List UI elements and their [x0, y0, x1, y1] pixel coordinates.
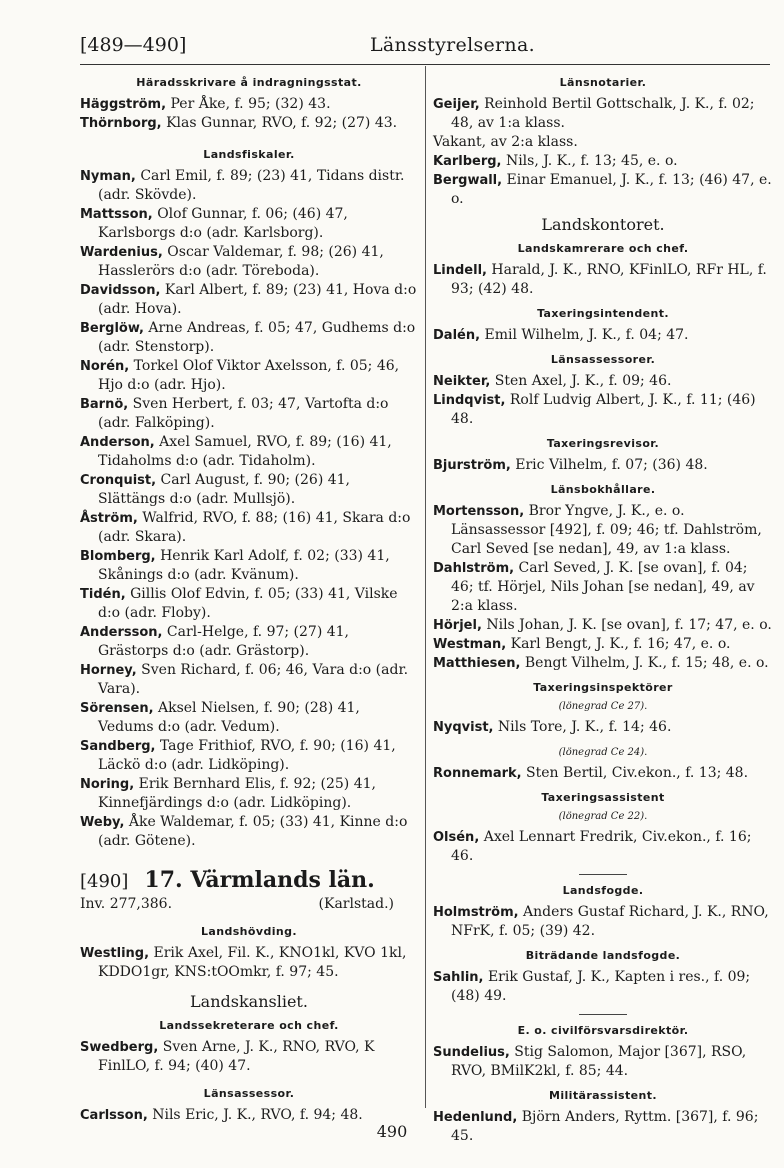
- entry-surname: Mattsson,: [80, 207, 153, 222]
- entry-group: [433, 1043, 773, 1081]
- entry-surname: Wardenius,: [80, 245, 163, 260]
- entry-details: Karl Bengt, J. K., f. 16; 47, e. o.: [506, 636, 731, 652]
- entry-surname: Horney,: [80, 663, 137, 678]
- entry-details: Vakant, av 2:a klass.: [433, 134, 578, 150]
- entry-surname: Lindell,: [433, 263, 487, 278]
- right-column: [433, 68, 773, 1146]
- directory-entry: [433, 326, 773, 345]
- entry-details: Per Åke, f. 95; (32) 43.: [166, 96, 331, 112]
- entry-details: Stig Salomon, Major [367], RSO, RVO, BMilK2kl, f. 85; 44.: [451, 1044, 747, 1079]
- entry-surname: Sandberg,: [80, 739, 156, 754]
- divider: [579, 1014, 627, 1015]
- subheading: Militärassistent.: [549, 1089, 657, 1102]
- directory-entry: [433, 372, 773, 391]
- subheading: Landsfogde.: [562, 884, 644, 897]
- subheading: Länsassessorer.: [550, 353, 656, 366]
- entry-details: Reinhold Bertil Gottschalk, J. K., f. 02; 48, av 1:a klass.: [451, 96, 755, 131]
- directory-entry: [433, 635, 773, 654]
- entry-details: Björn Anders, Ryttm. [367], f. 96; 45.: [451, 1109, 759, 1144]
- entry-details: Erik Axel, Fil. K., KNO1kl, KVO 1kl, KDDO1gr, KNS:tOOmkr, f. 97; 45.: [98, 945, 407, 980]
- entry-group: [433, 828, 773, 866]
- directory-entry: [433, 171, 773, 209]
- entry-details: Carl-Helge, f. 97; (27) 41, Grästorps d:o (adr. Grästorp).: [98, 624, 349, 659]
- entry-details: Harald, J. K., RNO, KFinlLO, RFr HL, f. 93; (42) 48.: [451, 262, 767, 297]
- entry-surname: Bjurström,: [433, 458, 511, 473]
- directory-entry: [433, 95, 773, 133]
- subheading: E. o. civilförsvarsdirektör.: [517, 1024, 689, 1037]
- directory-entry: [80, 737, 418, 775]
- directory-entry: [80, 585, 418, 623]
- header-rule: [80, 64, 770, 65]
- entry-details: Erik Bernhard Elis, f. 92; (25) 41, Kinnefjärdings d:o (adr. Lidköping).: [98, 776, 376, 811]
- county-info: [80, 895, 418, 914]
- directory-entry: [433, 1043, 773, 1081]
- entry-surname: Anderson,: [80, 435, 155, 450]
- county-title: [80, 867, 418, 893]
- entry-details: Sven Richard, f. 06; 46, Vara d:o (adr. Vara).: [98, 662, 409, 697]
- entry-details: Klas Gunnar, RVO, f. 92; (27) 43.: [161, 115, 398, 131]
- subheading: Landshövding.: [201, 925, 297, 938]
- entry-details: Sven Arne, J. K., RNO, RVO, K FinlLO, f. 94; (40) 47.: [98, 1039, 375, 1074]
- entry-details: Aksel Nielsen, f. 90; (28) 41, Vedums d:o (adr. Vedum).: [98, 700, 360, 735]
- directory-entry: [433, 559, 773, 616]
- directory-entry: [80, 95, 418, 114]
- entry-details: Bror Yngve, J. K., e. o. Länsassessor [492], f. 09; 46; tf. Dahlström, Carl Seved [se nedan], 49, av 1:a klass.: [451, 503, 762, 557]
- page-header: [80, 34, 770, 64]
- directory-entry: [80, 661, 418, 699]
- entry-surname: Neikter,: [433, 374, 491, 389]
- directory-entry: [433, 152, 773, 171]
- entry-group: [433, 718, 773, 737]
- salary-grade: (lönegrad Ce 27).: [558, 701, 648, 712]
- directory-entry: [433, 391, 773, 429]
- entry-details: Nils Eric, J. K., RVO, f. 94; 48.: [147, 1107, 363, 1123]
- directory-entry: [80, 205, 418, 243]
- directory-entry: [80, 1038, 418, 1076]
- entry-surname: Tidén,: [80, 587, 126, 602]
- entry-surname: Olsén,: [433, 830, 480, 845]
- directory-entry: [433, 903, 773, 941]
- entry-surname: Åström,: [80, 511, 138, 526]
- entry-surname: Weby,: [80, 815, 125, 830]
- entry-details: Carl August, f. 90; (26) 41, Slättängs d:o (adr. Mullsjö).: [98, 472, 351, 507]
- subheading: Häradsskrivare å indragningsstat.: [136, 76, 362, 89]
- divider: [579, 874, 627, 875]
- entry-details: Axel Lennart Fredrik, Civ.ekon., f. 16; 46.: [451, 829, 752, 864]
- subheading: Biträdande landsfogde.: [525, 949, 681, 962]
- subheading: Taxeringsassistent: [541, 791, 665, 804]
- entry-surname: Mortensson,: [433, 504, 525, 519]
- subheading: Länsbokhållare.: [550, 483, 656, 496]
- entry-group: [80, 1038, 418, 1076]
- entry-group: [80, 167, 418, 851]
- entry-group: [433, 968, 773, 1006]
- running-title: Länsstyrelserna.: [370, 34, 535, 56]
- salary-grade: (lönegrad Ce 22).: [558, 811, 648, 822]
- county-seat: (Karlstad.): [318, 896, 394, 912]
- directory-entry: [80, 547, 418, 585]
- entry-details: Carl Emil, f. 89; (23) 41, Tidans distr. (adr. Skövde).: [98, 168, 405, 203]
- entry-surname: Thörnborg,: [80, 116, 162, 131]
- entry-details: Anders Gustaf Richard, J. K., RNO, NFrK, f. 05; (39) 42.: [451, 904, 769, 939]
- entry-group: [433, 95, 773, 209]
- subheading: Landskamrerare och chef.: [517, 242, 689, 255]
- entry-surname: Sundelius,: [433, 1045, 510, 1060]
- directory-entry: [433, 133, 773, 152]
- entry-group: [433, 326, 773, 345]
- subheading: Länsnotarier.: [559, 76, 647, 89]
- entry-group: [80, 95, 418, 133]
- entry-group: [433, 456, 773, 475]
- entry-surname: Berglöw,: [80, 321, 144, 336]
- entry-group: [433, 372, 773, 429]
- entry-surname: Barnö,: [80, 397, 129, 412]
- directory-entry: [80, 944, 418, 982]
- entry-surname: Westman,: [433, 637, 507, 652]
- directory-entry: [80, 775, 418, 813]
- entry-group: [433, 903, 773, 941]
- entry-details: Henrik Karl Adolf, f. 02; (33) 41, Skånings d:o (adr. Kvänum).: [98, 548, 390, 583]
- entry-surname: Geijer,: [433, 97, 480, 112]
- entry-details: Oscar Valdemar, f. 98; (26) 41, Hasslerörs d:o (adr. Töreboda).: [98, 244, 384, 279]
- entry-details: Åke Waldemar, f. 05; (33) 41, Kinne d:o (adr. Götene).: [98, 814, 408, 849]
- page-range: [489—490]: [80, 34, 187, 56]
- subheading: Taxeringsinspektörer: [533, 681, 673, 694]
- directory-entry: [80, 509, 418, 547]
- entry-surname: Norén,: [80, 359, 130, 374]
- entry-details: Nils Tore, J. K., f. 14; 46.: [493, 719, 672, 735]
- entry-surname: Lindqvist,: [433, 393, 506, 408]
- entry-surname: Davidsson,: [80, 283, 161, 298]
- directory-entry: [80, 471, 418, 509]
- subheading: Länsassessor.: [203, 1087, 295, 1100]
- entry-surname: Blomberg,: [80, 549, 156, 564]
- entry-surname: Hedenlund,: [433, 1110, 518, 1125]
- directory-entry: [80, 813, 418, 851]
- entry-group: [433, 764, 773, 783]
- subheading: Landssekreterare och chef.: [159, 1019, 339, 1032]
- directory-entry: [80, 114, 418, 133]
- entry-surname: Nyman,: [80, 169, 136, 184]
- entry-details: Eric Vilhelm, f. 07; (36) 48.: [510, 457, 708, 473]
- entry-surname: Dalén,: [433, 328, 481, 343]
- directory-entry: [433, 828, 773, 866]
- entry-surname: Nyqvist,: [433, 720, 494, 735]
- directory-entry: [80, 395, 418, 433]
- directory-entry: [80, 243, 418, 281]
- entry-details: Einar Emanuel, J. K., f. 13; (46) 47, e. o.: [451, 172, 772, 207]
- entry-details: Emil Wilhelm, J. K., f. 04; 47.: [480, 327, 689, 343]
- population: Inv. 277,386.: [80, 896, 173, 912]
- directory-entry: [433, 502, 773, 559]
- page-number: 490: [376, 1122, 408, 1141]
- entry-group: [80, 944, 418, 982]
- entry-surname: Sörensen,: [80, 701, 154, 716]
- entry-details: Sven Herbert, f. 03; 47, Vartofta d:o (adr. Falköping).: [98, 396, 389, 431]
- entry-surname: Ronnemark,: [433, 766, 522, 781]
- entry-details: Karl Albert, f. 89; (23) 41, Hova d:o (adr. Hova).: [98, 282, 417, 317]
- directory-entry: [80, 167, 418, 205]
- salary-grade: (lönegrad Ce 24).: [558, 747, 648, 758]
- entry-details: Arne Andreas, f. 05; 47, Gudhems d:o (adr. Stenstorp).: [98, 320, 416, 355]
- entry-details: Sten Bertil, Civ.ekon., f. 13; 48.: [521, 765, 749, 781]
- entry-surname: Cronquist,: [80, 473, 157, 488]
- entry-details: Torkel Olof Viktor Axelsson, f. 05; 46, Hjo d:o (adr. Hjo).: [98, 358, 400, 393]
- directory-entry: [80, 699, 418, 737]
- subheading: Taxeringsintendent.: [537, 307, 669, 320]
- county-name: 17. Värmlands län.: [144, 867, 375, 893]
- column-divider: [425, 66, 426, 1108]
- directory-entry: [433, 718, 773, 737]
- entry-surname: Carlsson,: [80, 1108, 148, 1123]
- entry-surname: Swedberg,: [80, 1040, 159, 1055]
- directory-entry: [433, 456, 773, 475]
- entry-group: [433, 261, 773, 299]
- directory-entry: [433, 764, 773, 783]
- entry-surname: Holmström,: [433, 905, 519, 920]
- entry-details: Nils, J. K., f. 13; 45, e. o.: [501, 153, 678, 169]
- entry-surname: Matthiesen,: [433, 656, 521, 671]
- entry-details: Walfrid, RVO, f. 88; (16) 41, Skara d:o (adr. Skara).: [98, 510, 411, 545]
- directory-entry: [433, 616, 773, 635]
- entry-details: Sten Axel, J. K., f. 09; 46.: [490, 373, 672, 389]
- entry-details: Tage Frithiof, RVO, f. 90; (16) 41, Läckö d:o (adr. Lidköping).: [98, 738, 396, 773]
- entry-details: Olof Gunnar, f. 06; (46) 47, Karlsborgs d:o (adr. Karlsborg).: [98, 206, 348, 241]
- left-column: [80, 68, 418, 1125]
- entry-surname: Sahlin,: [433, 970, 484, 985]
- entry-surname: Karlberg,: [433, 154, 502, 169]
- county-page-ref: [490]: [80, 871, 129, 892]
- entry-details: Bengt Vilhelm, J. K., f. 15; 48, e. o.: [520, 655, 769, 671]
- entry-surname: Häggström,: [80, 97, 167, 112]
- entry-details: Gillis Olof Edvin, f. 05; (33) 41, Vilske d:o (adr. Floby).: [98, 586, 398, 621]
- entry-surname: Andersson,: [80, 625, 163, 640]
- directory-entry: [80, 319, 418, 357]
- subheading: Landsfiskaler.: [203, 148, 295, 161]
- entry-surname: Hörjel,: [433, 618, 482, 633]
- entry-surname: Dahlström,: [433, 561, 515, 576]
- directory-entry: [80, 281, 418, 319]
- entry-details: Axel Samuel, RVO, f. 89; (16) 41, Tidaholms d:o (adr. Tidaholm).: [98, 434, 392, 469]
- entry-surname: Bergwall,: [433, 173, 503, 188]
- entry-surname: Noring,: [80, 777, 135, 792]
- entry-details: Rolf Ludvig Albert, J. K., f. 11; (46) 48.: [451, 392, 756, 427]
- entry-details: Erik Gustaf, J. K., Kapten i res., f. 09; (48) 49.: [451, 969, 751, 1004]
- subheading: Taxeringsrevisor.: [546, 437, 660, 450]
- entry-surname: Westling,: [80, 946, 150, 961]
- directory-entry: [433, 654, 773, 673]
- entry-details: Nils Johan, J. K. [se ovan], f. 17; 47, e. o.: [481, 617, 772, 633]
- directory-entry: [433, 968, 773, 1006]
- section-heading: Landskontoret.: [541, 215, 665, 234]
- section-heading: Landskansliet.: [190, 992, 308, 1011]
- entry-details: Carl Seved, J. K. [se ovan], f. 04; 46; tf. Hörjel, Nils Johan [se nedan], 49, av 2:a klass.: [451, 560, 755, 614]
- directory-entry: [80, 357, 418, 395]
- entry-group: [433, 502, 773, 673]
- directory-entry: [80, 623, 418, 661]
- directory-entry: [80, 433, 418, 471]
- directory-entry: [433, 261, 773, 299]
